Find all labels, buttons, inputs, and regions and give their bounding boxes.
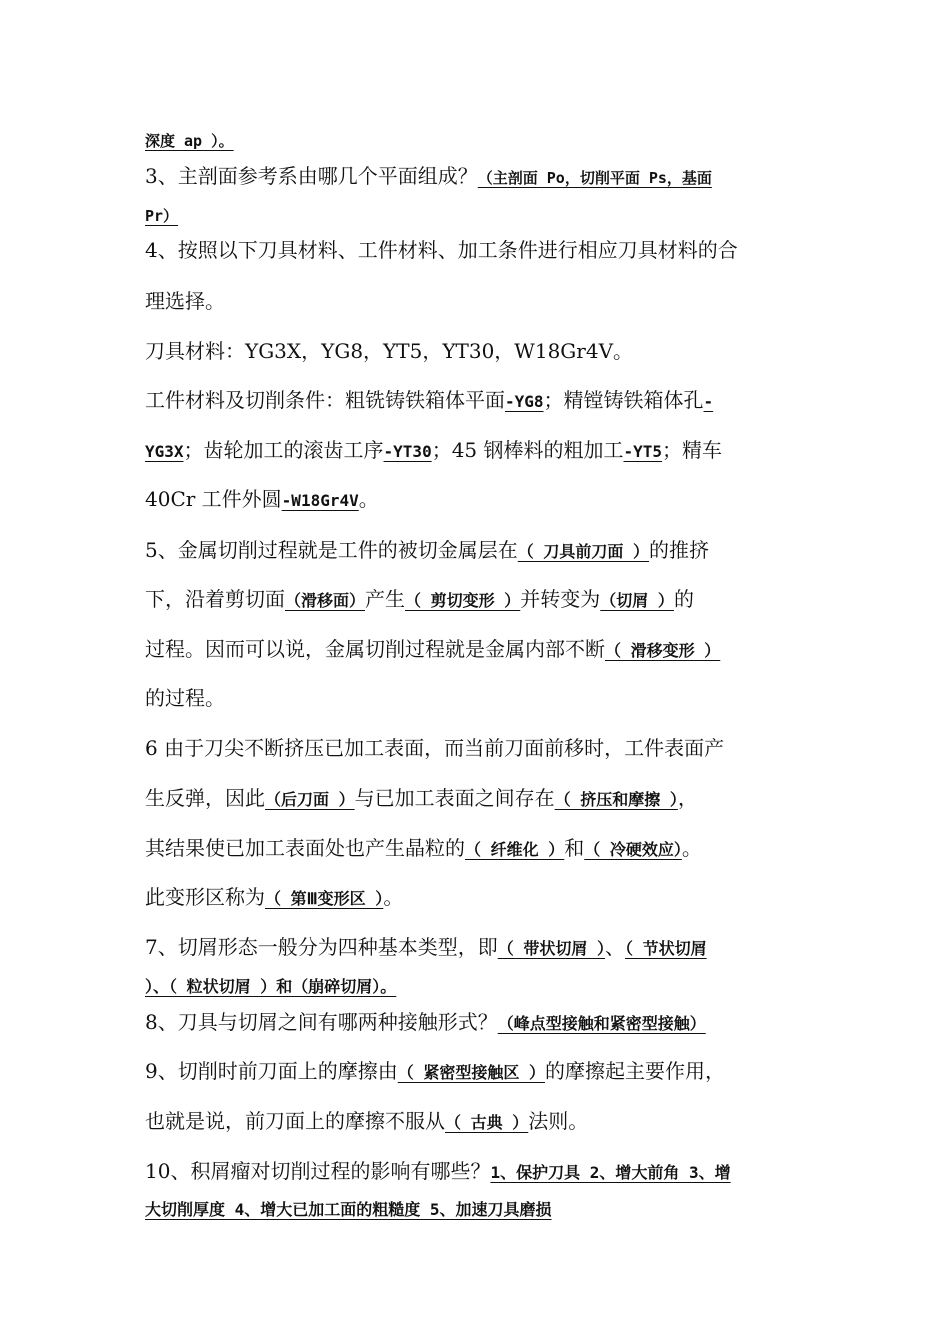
question-text: 9、切削时前刀面上的摩擦由	[145, 1059, 398, 1083]
question-text: 5、金属切削过程就是工件的被切金属层在	[145, 538, 518, 562]
text-line	[145, 486, 379, 514]
answer: 1、保护刀具 2、增大前角 3、增	[490, 1163, 731, 1182]
text-line	[145, 338, 633, 364]
answer: （峰点型接触和紧密型接触）	[497, 1014, 706, 1033]
question-text: 。	[383, 885, 404, 909]
text-line	[145, 126, 234, 154]
question-text: 8、刀具与切屑之间有哪两种接触形式？	[145, 1010, 498, 1034]
question-text: 和	[564, 836, 585, 860]
question-text: 。	[681, 836, 702, 860]
answer: 深度 ap ）。	[145, 132, 234, 150]
answer: -YT30	[383, 442, 432, 461]
question-text: 10、积屑瘤对切削过程的影响有哪些？	[145, 1159, 491, 1183]
answer: （ 节状切屑	[625, 939, 707, 958]
answer: （ 剪切变形 ）	[405, 591, 521, 610]
answer: （ 紧密型接触区 ）	[397, 1063, 546, 1082]
answer: ）、（ 粒状切屑 ）和（崩碎切屑）。	[145, 977, 397, 996]
question-text: 。	[358, 487, 379, 511]
text-line	[145, 1195, 552, 1223]
question-text: 的过程。	[145, 686, 225, 710]
question-text: ；45 钢棒料的粗加工	[431, 438, 624, 462]
answer: （ 第Ⅲ变形区 ）	[265, 889, 384, 908]
text-line	[145, 685, 225, 711]
text-line	[145, 586, 694, 614]
answer: （主剖面 Po，切削平面 Ps，基面	[477, 169, 712, 187]
question-3	[145, 163, 712, 191]
question-text: 生反弹，因此	[145, 786, 265, 810]
answer: Pr）	[145, 207, 179, 225]
text-line	[145, 201, 178, 229]
question-text: 与已加工表面之间存在	[354, 786, 555, 810]
question-text: ；精车	[662, 438, 723, 462]
question-text: 也就是说，前刀面上的摩擦不服从	[145, 1109, 445, 1133]
question-text: 产生	[365, 587, 406, 611]
answer: -YT5	[623, 442, 663, 461]
text-line	[145, 972, 396, 1000]
question-text: 的	[673, 587, 694, 611]
answer: -	[703, 392, 714, 411]
text-line	[145, 437, 722, 465]
question-4	[145, 237, 738, 263]
question-5	[145, 537, 709, 565]
question-text: 3、主剖面参考系由哪几个平面组成？	[145, 164, 478, 188]
question-text: 的推挤	[649, 538, 710, 562]
question-text: 6 由于刀尖不断挤压已加工表面，而当前刀面前移时，工件表面产	[145, 736, 725, 760]
text-line	[145, 636, 720, 664]
question-text: 4、按照以下刀具材料、工件材料、加工条件进行相应刀具材料的合	[145, 238, 738, 262]
question-text: 其结果使已加工表面处也产生晶粒的	[145, 836, 465, 860]
question-text: 40Cr 工件外圆	[145, 487, 282, 511]
text-line	[145, 884, 403, 912]
question-text: 法则。	[528, 1109, 589, 1133]
question-text: 下，沿着剪切面	[145, 587, 285, 611]
question-text: 理选择。	[145, 289, 225, 313]
question-text: 工件材料及切削条件：粗铣铸铁箱体平面	[145, 388, 505, 412]
text-line	[145, 835, 702, 863]
question-8	[145, 1009, 706, 1037]
question-9	[145, 1058, 725, 1086]
answer: （滑移面）	[285, 591, 366, 610]
answer: YG3X	[145, 442, 184, 461]
question-10	[145, 1158, 731, 1186]
answer: -W18Gr4V	[281, 491, 359, 510]
question-7	[145, 934, 707, 962]
question-text: 过程。因而可以说，金属切削过程就是金属内部不断	[145, 637, 605, 661]
answer: （后刀面 ）	[265, 790, 355, 809]
answer: （ 滑移变形 ）	[605, 641, 721, 660]
answer: 大切削厚度 4、增大已加工面的粗糙度 5、加速刀具磨损	[145, 1200, 552, 1219]
text-line	[145, 785, 698, 813]
question-6	[145, 735, 724, 761]
question-text: ；精镗铸铁箱体孔	[543, 388, 704, 412]
answer: （ 纤维化 ）	[465, 840, 565, 859]
question-text: 并转变为	[520, 587, 601, 611]
text-line	[145, 1108, 588, 1136]
question-text: 的摩擦起主要作用，	[545, 1059, 726, 1083]
answer: （ 挤压和摩擦 ）	[554, 790, 678, 809]
answer: （ 刀具前刀面 ）	[517, 542, 650, 561]
question-text: 7、切屑形态一般分为四种基本类型，即	[145, 935, 498, 959]
answer: （ 冷硬效应）	[584, 840, 682, 859]
answer: -YG8	[505, 392, 544, 411]
question-text: ；齿轮加工的滚齿工序	[183, 438, 384, 462]
text-line	[145, 387, 713, 415]
question-text: 此变形区称为	[145, 885, 265, 909]
question-text: 刀具材料：YG3X，YG8，YT5，YT30，W18Gr4V。	[145, 339, 634, 363]
answer: （ 古典 ）	[445, 1113, 529, 1132]
question-text: ，	[677, 786, 698, 810]
answer: （ 带状切屑 ）	[497, 939, 606, 958]
text-line	[145, 288, 225, 314]
answer: （切屑 ）	[600, 591, 674, 610]
question-text: 、	[605, 935, 626, 959]
